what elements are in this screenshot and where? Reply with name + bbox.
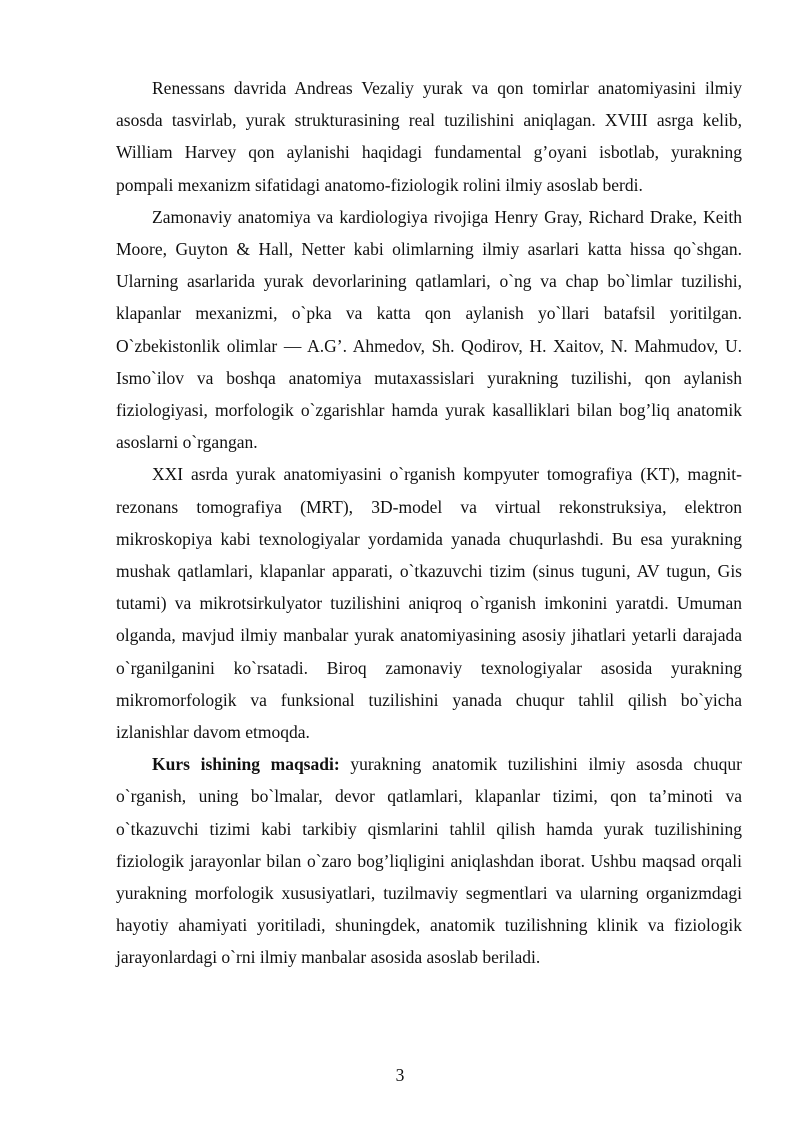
paragraph-21st-century: XXI asrda yurak anatomiyasini o`rganish kompyuter tomografiya (KT), magnit-rezonans tomografiya (MRT), 3D-model va virtual rekonstruksiya, elektron mikroskopiya kabi texnologiyalar yordamida yanada chuqurlashdi. Bu esa yurakning mushak qatlamlari, klapanlar apparati, o`tkazuvchi tizim (sinus tuguni, AV tugun, Gis tutami) va mikrotsirkulyator tuzilishini aniqroq o`rganish imkonini yaratdi. Umuman olganda, mavjud ilmiy manbalar yurak anatomiyasining asosiy jihatlari yetarli darajada o`rganilganini ko`rsatadi. Biroq zamonaviy texnologiyalar asosida yurakning mikromorfologik va funksional tuzilishini yanada chuqur tahlil qilish bo`yicha izlanishlar davom etmoqda. <box>116 464 742 743</box>
paragraph-vesalius-harvey: Renessans davrida Andreas Vezaliy yurak va qon tomirlar anatomiyasini ilmiy asosda tasvirlab, yurak strukturasining real tuzilishini aniqlagan. XVIII asrga kelib, William Harvey qon aylanishi haqidagi fundamental g’oyani isbotlab, yurakning pompali mexanizm sifatidagi anatomo-fiziologik rolini ilmiy asoslab berdi. <box>116 78 742 195</box>
paragraph-modern-anatomy: Zamonaviy anatomiya va kardiologiya rivojiga Henry Gray, Richard Drake, Keith Moore, Guyton & Hall, Netter kabi olimlarning ilmiy asarlari katta hissa qo`shgan. Ularning asarlarida yurak devorlarining qatlamlari, o`ng va chap bo`limlar tuzilishi, klapanlar mexanizmi, o`pka va katta qon aylanish yo`llari batafsil yoritilgan. O`zbekistonlik olimlar — A.G’. Ahmedov, Sh. Qodirov, H. Xaitov, N. Mahmudov, U. Ismo`ilov va boshqa anatomiya mutaxassislari yurakning tuzilishi, qon aylanish fiziologiyasi, morfologik o`zgarishlar hamda yurak kasalliklari bilan bog’liq anatomik asoslarni o`rgangan. <box>116 206 742 453</box>
page-number: 3 <box>395 1065 405 1085</box>
page-body <box>116 72 742 974</box>
course-goal-text: yurakning anatomik tuzilishini ilmiy asosda chuqur o`rganish, uning bo`lmalar, devor qatlamlari, klapanlar tizimi, qon ta’minoti va o`tkazuvchi tizimi kabi tarkibiy qismlarini tahlil qilish hamda yurak tuzilishining fiziologik jarayonlar bilan o`zaro bog’liqligini aniqlashdan iborat. Ushbu maqsad orqali yurakning morfologik xususiyatlari, tuzilmaviy segmentlari va ularning organizmdagi hayotiy ahamiyati yoritiladi, shuningdek, anatomik tuzilishning klinik va fiziologik jarayonlardagi o`rni ilmiy manbalar asosida asoslab beriladi. <box>116 754 743 968</box>
course-goal-label: Kurs ishining maqsadi: <box>152 754 340 775</box>
paragraph-course-goal <box>116 748 742 973</box>
